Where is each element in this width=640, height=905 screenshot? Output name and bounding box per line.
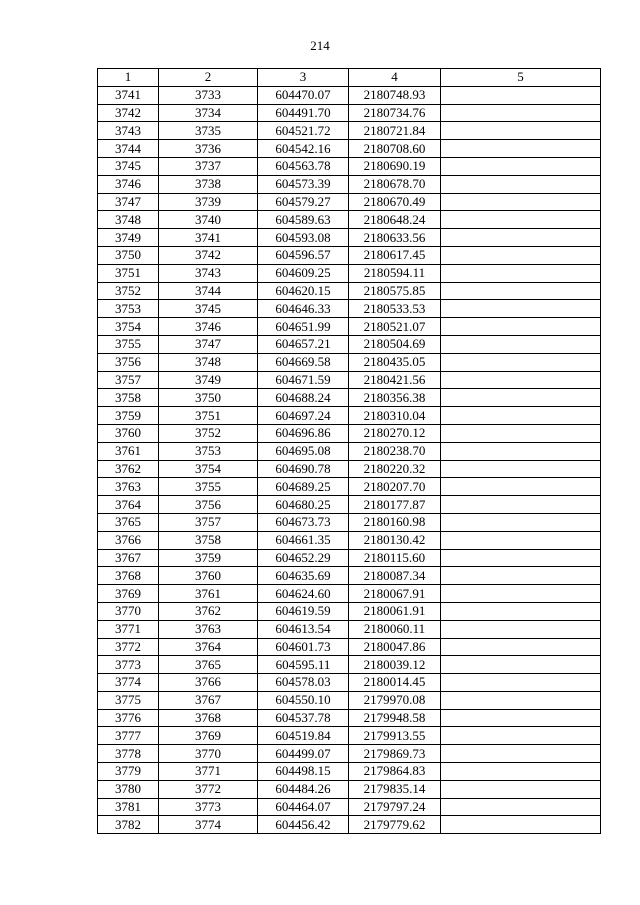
table-cell: 604579.27 [258, 193, 349, 211]
table-row [98, 460, 601, 478]
table-cell: 604596.57 [258, 246, 349, 264]
table-cell: 2180207.70 [349, 478, 441, 496]
table-cell [441, 620, 601, 638]
table-row [98, 674, 601, 692]
table-cell: 3749 [159, 371, 258, 389]
table-cell: 3746 [98, 175, 159, 193]
table-row [98, 780, 601, 798]
table-row [98, 246, 601, 264]
table-cell: 2180130.42 [349, 531, 441, 549]
table-cell: 3757 [159, 513, 258, 531]
table-cell: 3769 [159, 727, 258, 745]
table-cell [441, 745, 601, 763]
table-cell: 2180238.70 [349, 442, 441, 460]
table-cell: 3755 [98, 335, 159, 353]
column-header: 3 [258, 69, 349, 87]
table-cell [441, 638, 601, 656]
table-cell: 3741 [159, 229, 258, 247]
table-cell: 3770 [159, 745, 258, 763]
table-cell: 604613.54 [258, 620, 349, 638]
table-cell: 3770 [98, 602, 159, 620]
table-cell: 604550.10 [258, 691, 349, 709]
table-cell: 3737 [159, 157, 258, 175]
table-cell: 2179835.14 [349, 780, 441, 798]
table-cell [441, 798, 601, 816]
table-row [98, 335, 601, 353]
table-row [98, 585, 601, 603]
table-cell: 604690.78 [258, 460, 349, 478]
table-cell: 3750 [159, 389, 258, 407]
table-cell: 604499.07 [258, 745, 349, 763]
table-cell: 3750 [98, 246, 159, 264]
coordinates-table [97, 68, 601, 834]
table-cell [441, 371, 601, 389]
table-cell [441, 513, 601, 531]
table-cell: 2180648.24 [349, 211, 441, 229]
table-cell [441, 175, 601, 193]
table-cell: 604464.07 [258, 798, 349, 816]
table-cell: 3740 [159, 211, 258, 229]
table-cell: 2180356.38 [349, 389, 441, 407]
table-cell: 604542.16 [258, 140, 349, 158]
table-cell: 604652.29 [258, 549, 349, 567]
table-cell: 2180533.53 [349, 300, 441, 318]
table-cell: 3777 [98, 727, 159, 745]
table-cell: 3752 [98, 282, 159, 300]
table-cell [441, 478, 601, 496]
table-row [98, 122, 601, 140]
table-row [98, 389, 601, 407]
table-cell: 3751 [98, 264, 159, 282]
table-cell: 3734 [159, 104, 258, 122]
table-cell [441, 389, 601, 407]
table-cell: 3765 [159, 656, 258, 674]
table-row [98, 567, 601, 585]
table-cell: 2180721.84 [349, 122, 441, 140]
table-row [98, 531, 601, 549]
table-cell: 3751 [159, 407, 258, 425]
table-cell: 2180734.76 [349, 104, 441, 122]
table-cell: 3743 [159, 264, 258, 282]
table-header [98, 69, 601, 87]
table-cell: 3768 [159, 709, 258, 727]
table-cell: 604484.26 [258, 780, 349, 798]
table-cell [441, 674, 601, 692]
table-cell: 2180708.60 [349, 140, 441, 158]
table-row [98, 175, 601, 193]
table-cell: 604609.25 [258, 264, 349, 282]
table-cell [441, 353, 601, 371]
table-cell: 3771 [98, 620, 159, 638]
table-cell: 3767 [159, 691, 258, 709]
table-cell: 3745 [159, 300, 258, 318]
table-cell: 3742 [98, 104, 159, 122]
table-cell: 3765 [98, 513, 159, 531]
table-cell: 3749 [98, 229, 159, 247]
table-cell [441, 104, 601, 122]
table-cell: 2180504.69 [349, 335, 441, 353]
table-cell: 2180061.91 [349, 602, 441, 620]
table-cell: 604456.42 [258, 816, 349, 834]
table-cell: 3760 [159, 567, 258, 585]
table-row [98, 798, 601, 816]
table-cell [441, 460, 601, 478]
table-cell [441, 816, 601, 834]
table-cell: 3772 [98, 638, 159, 656]
table-row [98, 727, 601, 745]
table-cell [441, 656, 601, 674]
table-cell: 3767 [98, 549, 159, 567]
table-cell: 3774 [159, 816, 258, 834]
table-row [98, 602, 601, 620]
table-cell [441, 424, 601, 442]
table-row [98, 709, 601, 727]
table-cell: 604620.15 [258, 282, 349, 300]
table-cell: 2179869.73 [349, 745, 441, 763]
table-cell: 3747 [98, 193, 159, 211]
table-cell: 3744 [159, 282, 258, 300]
table-cell: 604498.15 [258, 763, 349, 781]
table-cell: 2180270.12 [349, 424, 441, 442]
table-row [98, 300, 601, 318]
table-cell: 604589.63 [258, 211, 349, 229]
table-cell: 2180177.87 [349, 496, 441, 514]
table-cell: 604671.59 [258, 371, 349, 389]
table-cell: 604521.72 [258, 122, 349, 140]
table-cell: 2180115.60 [349, 549, 441, 567]
table-cell: 2180748.93 [349, 86, 441, 104]
table-cell: 604669.58 [258, 353, 349, 371]
table-cell: 3752 [159, 424, 258, 442]
table-cell: 604688.24 [258, 389, 349, 407]
table-row [98, 816, 601, 834]
table-row [98, 371, 601, 389]
table-row [98, 104, 601, 122]
table-cell: 3743 [98, 122, 159, 140]
table-cell [441, 407, 601, 425]
table-cell: 2180160.98 [349, 513, 441, 531]
table-cell [441, 567, 601, 585]
table-cell: 604657.21 [258, 335, 349, 353]
table-row [98, 318, 601, 336]
table-cell: 3773 [159, 798, 258, 816]
table-cell [441, 531, 601, 549]
table-row [98, 442, 601, 460]
table-cell: 3763 [98, 478, 159, 496]
table-cell: 604651.99 [258, 318, 349, 336]
table-cell: 3775 [98, 691, 159, 709]
table-cell: 3768 [98, 567, 159, 585]
table-cell: 2180594.11 [349, 264, 441, 282]
table-cell: 2180521.07 [349, 318, 441, 336]
table-row [98, 691, 601, 709]
table-row [98, 424, 601, 442]
table-cell: 3738 [159, 175, 258, 193]
column-header: 4 [349, 69, 441, 87]
table-row [98, 86, 601, 104]
table-cell: 604689.25 [258, 478, 349, 496]
table-cell: 604491.70 [258, 104, 349, 122]
table-cell: 2179864.83 [349, 763, 441, 781]
table-cell: 3748 [159, 353, 258, 371]
table-cell: 2180617.45 [349, 246, 441, 264]
table-cell: 3764 [159, 638, 258, 656]
table-cell: 3742 [159, 246, 258, 264]
table-cell: 3764 [98, 496, 159, 514]
table-cell: 3753 [159, 442, 258, 460]
table-cell [441, 86, 601, 104]
table-cell: 3754 [159, 460, 258, 478]
table-cell: 3748 [98, 211, 159, 229]
table-row [98, 620, 601, 638]
table-cell: 604595.11 [258, 656, 349, 674]
table-cell: 3756 [98, 353, 159, 371]
table-cell: 3761 [159, 585, 258, 603]
table-cell [441, 122, 601, 140]
table-cell: 3762 [159, 602, 258, 620]
table-row [98, 211, 601, 229]
table-cell: 3755 [159, 478, 258, 496]
table-cell: 2180067.91 [349, 585, 441, 603]
header-row [98, 69, 601, 87]
table-cell [441, 585, 601, 603]
table-cell: 3758 [159, 531, 258, 549]
table-cell: 604697.24 [258, 407, 349, 425]
table-cell: 604661.35 [258, 531, 349, 549]
table-row [98, 157, 601, 175]
table-cell [441, 157, 601, 175]
table-cell: 2180039.12 [349, 656, 441, 674]
table-cell: 604680.25 [258, 496, 349, 514]
table-cell [441, 140, 601, 158]
table-cell: 604563.78 [258, 157, 349, 175]
table-cell [441, 246, 601, 264]
table-cell [441, 709, 601, 727]
table-cell: 604578.03 [258, 674, 349, 692]
table-cell: 3766 [159, 674, 258, 692]
table-cell: 3754 [98, 318, 159, 336]
table-cell: 3782 [98, 816, 159, 834]
table-cell: 2179779.62 [349, 816, 441, 834]
table-row [98, 745, 601, 763]
column-header: 1 [98, 69, 159, 87]
table-body [98, 86, 601, 833]
table-row [98, 656, 601, 674]
table-cell: 3741 [98, 86, 159, 104]
table-cell [441, 282, 601, 300]
table-cell: 2180220.32 [349, 460, 441, 478]
table-cell: 2180060.11 [349, 620, 441, 638]
table-row [98, 638, 601, 656]
table-row [98, 229, 601, 247]
table-cell: 3757 [98, 371, 159, 389]
table-cell: 3763 [159, 620, 258, 638]
table-cell: 3781 [98, 798, 159, 816]
table-cell: 2180014.45 [349, 674, 441, 692]
table-cell: 2180087.34 [349, 567, 441, 585]
table-cell: 2180690.19 [349, 157, 441, 175]
table-cell [441, 602, 601, 620]
table-row [98, 282, 601, 300]
table-cell: 3760 [98, 424, 159, 442]
table-cell: 3744 [98, 140, 159, 158]
table-cell: 2180047.86 [349, 638, 441, 656]
table-cell: 2179948.58 [349, 709, 441, 727]
table-cell: 604646.33 [258, 300, 349, 318]
table-cell: 3739 [159, 193, 258, 211]
table-cell: 2180670.49 [349, 193, 441, 211]
table-cell: 604695.08 [258, 442, 349, 460]
table-cell: 604537.78 [258, 709, 349, 727]
table-cell: 2180633.56 [349, 229, 441, 247]
table-cell: 2180678.70 [349, 175, 441, 193]
table-cell: 3762 [98, 460, 159, 478]
table-cell [441, 442, 601, 460]
table-cell: 604624.60 [258, 585, 349, 603]
table-cell: 3753 [98, 300, 159, 318]
table-cell: 604696.86 [258, 424, 349, 442]
table-cell: 3773 [98, 656, 159, 674]
table-cell: 3779 [98, 763, 159, 781]
table-cell: 3778 [98, 745, 159, 763]
table-cell [441, 496, 601, 514]
table-cell: 604519.84 [258, 727, 349, 745]
table-cell: 3736 [159, 140, 258, 158]
table-cell: 3747 [159, 335, 258, 353]
table-cell: 2180435.05 [349, 353, 441, 371]
table-cell [441, 780, 601, 798]
table-cell: 3766 [98, 531, 159, 549]
table-cell [441, 193, 601, 211]
table-cell [441, 300, 601, 318]
table-row [98, 353, 601, 371]
table-cell: 2179797.24 [349, 798, 441, 816]
table-cell: 3771 [159, 763, 258, 781]
table-cell: 3759 [98, 407, 159, 425]
table-cell: 604601.73 [258, 638, 349, 656]
table-cell: 3776 [98, 709, 159, 727]
table-cell: 604619.59 [258, 602, 349, 620]
table-cell: 3745 [98, 157, 159, 175]
page-number: 214 [310, 38, 330, 53]
table-row [98, 513, 601, 531]
table-cell: 3756 [159, 496, 258, 514]
table-cell [441, 264, 601, 282]
table-cell [441, 229, 601, 247]
table-cell: 3735 [159, 122, 258, 140]
table-cell: 3769 [98, 585, 159, 603]
table-row [98, 407, 601, 425]
column-header: 2 [159, 69, 258, 87]
table-row [98, 496, 601, 514]
table-cell: 3772 [159, 780, 258, 798]
table-cell: 2179913.55 [349, 727, 441, 745]
table-cell: 604470.07 [258, 86, 349, 104]
table-cell: 3774 [98, 674, 159, 692]
table-cell: 604593.08 [258, 229, 349, 247]
table-cell: 3733 [159, 86, 258, 104]
table-cell: 3746 [159, 318, 258, 336]
table-cell [441, 763, 601, 781]
table-cell: 2180310.04 [349, 407, 441, 425]
table-row [98, 264, 601, 282]
table-row [98, 478, 601, 496]
table-cell: 3780 [98, 780, 159, 798]
table-row [98, 193, 601, 211]
column-header: 5 [441, 69, 601, 87]
table-cell [441, 211, 601, 229]
table-cell [441, 727, 601, 745]
table-cell: 3759 [159, 549, 258, 567]
table-cell: 2180421.56 [349, 371, 441, 389]
table-cell: 3758 [98, 389, 159, 407]
table-row [98, 140, 601, 158]
table-cell [441, 691, 601, 709]
table-row [98, 763, 601, 781]
table-cell: 2179970.08 [349, 691, 441, 709]
table-cell: 604635.69 [258, 567, 349, 585]
table-row [98, 549, 601, 567]
table-cell: 604573.39 [258, 175, 349, 193]
table-cell: 3761 [98, 442, 159, 460]
table-cell: 604673.73 [258, 513, 349, 531]
table-cell [441, 549, 601, 567]
table-cell [441, 318, 601, 336]
table-cell [441, 335, 601, 353]
table-cell: 2180575.85 [349, 282, 441, 300]
